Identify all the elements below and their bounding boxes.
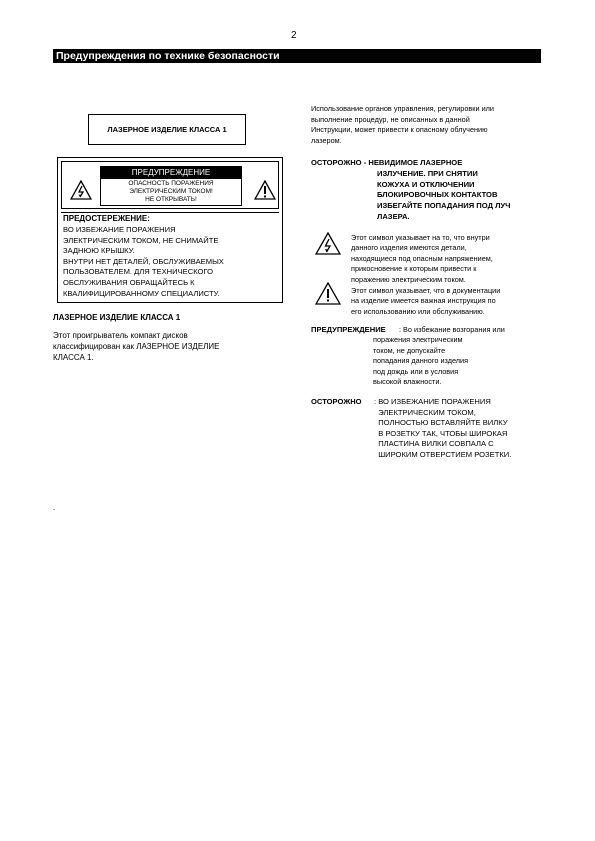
section-header bbox=[53, 49, 541, 63]
intro-line: Использование органов управления, регулировки или bbox=[311, 104, 494, 113]
laser-attention-label: ОСТОРОЖНО - bbox=[311, 158, 367, 167]
intro-line: выполнение процедур, не описанных в данной bbox=[311, 114, 470, 124]
plug-attention-line: : ВО ИЗБЕЖАНИЕ ПОРАЖЕНИЯ bbox=[374, 397, 491, 406]
plug-attention-line: ЭЛЕКТРИЧЕСКИМ ТОКОМ, bbox=[374, 407, 476, 417]
intro-paragraph bbox=[311, 104, 543, 146]
laser-attention-text bbox=[311, 158, 537, 223]
plug-attention-line: ПЛАСТИНА ВИЛКИ СОВПАЛА С bbox=[374, 439, 494, 449]
laser-class-heading: ЛАЗЕРНОЕ ИЗДЕЛИЕ КЛАССА 1 bbox=[53, 313, 181, 322]
caution-text bbox=[63, 225, 281, 299]
exclamation-warning-icon bbox=[315, 282, 341, 305]
warning-sticker-title: ПРЕДУПРЕЖДЕНИЕ bbox=[101, 167, 241, 179]
laser-attention-line: ЛАЗЕРА. bbox=[377, 211, 410, 221]
warning-sticker-line: ОПАСНОСТЬ ПОРАЖЕНИЯ bbox=[128, 180, 214, 187]
lightning-warning-icon bbox=[315, 232, 341, 255]
lightning-warning-icon bbox=[70, 180, 92, 200]
fire-warning-lead: : Во избежание возгорания или bbox=[399, 325, 505, 334]
laser-attention-line: БЛОКИРОВОЧНЫХ КОНТАКТОВ bbox=[377, 190, 498, 200]
symbol-description-line: его использованию или обслуживанию. bbox=[351, 306, 485, 316]
caution-line: ЗАДНЮЮ КРЫШКУ. bbox=[63, 246, 135, 256]
symbol-description-line: прикосновение к которым привести к bbox=[351, 264, 477, 274]
laser-attention-line: НЕВИДИМОЕ ЛАЗЕРНОЕ bbox=[368, 158, 463, 167]
intro-line: лазером. bbox=[311, 135, 342, 145]
symbol-description-line: Этот символ указывает, что в документации bbox=[351, 286, 501, 295]
laser-product-label-text: ЛАЗЕРНОЕ ИЗДЕЛИЕ КЛАССА 1 bbox=[107, 125, 227, 134]
laser-attention-line: ИЗБЕГАЙТЕ ПОПАДАНИЯ ПОД ЛУЧ bbox=[377, 201, 511, 211]
warning-sticker-line: НЕ ОТКРЫВАТЬ! bbox=[145, 196, 197, 203]
plug-attention-line: В РОЗЕТКУ ТАК, ЧТОБЫ ШИРОКАЯ bbox=[374, 428, 508, 438]
symbol-description-line: на изделие имеется важная инструкция по bbox=[351, 296, 496, 306]
caution-line: КВАЛИФИЦИРОВАННОМУ СПЕЦИАЛИСТУ. bbox=[63, 288, 220, 298]
plug-attention-text bbox=[374, 397, 544, 461]
laser-class-line: Этот проигрыватель компакт дисков bbox=[53, 331, 188, 340]
caution-line: ВНУТРИ НЕТ ДЕТАЛЕЙ, ОБСЛУЖИВАЕМЫХ bbox=[63, 256, 224, 266]
plug-attention-label: ОСТОРОЖНО bbox=[311, 397, 362, 406]
laser-product-label bbox=[88, 114, 246, 145]
plug-attention-line: ШИРОКИМ ОТВЕРСТИЕМ РОЗЕТКИ. bbox=[374, 449, 512, 459]
lightning-symbol-description bbox=[351, 233, 541, 285]
warning-label-box bbox=[57, 157, 283, 303]
caution-line: ОБСЛУЖИВАНИЯ ОБРАЩАЙТЕСЬ К bbox=[63, 277, 195, 287]
laser-attention-line: КОЖУХА И ОТКЛЮЧЕНИИ bbox=[377, 179, 475, 189]
caution-line: ПОЛЬЗОВАТЕЛЕМ. ДЛЯ ТЕХНИЧЕСКОГО bbox=[63, 267, 214, 277]
page-number: 2 bbox=[291, 30, 297, 41]
divider bbox=[61, 212, 279, 213]
fire-warning-line: высокой влажности. bbox=[373, 377, 442, 387]
exclamation-warning-icon bbox=[254, 180, 276, 200]
caution-line: ВО ИЗБЕЖАНИЕ ПОРАЖЕНИЯ bbox=[63, 225, 176, 234]
warning-sticker bbox=[100, 166, 242, 206]
symbol-description-line: Этот символ указывает на то, что внутри bbox=[351, 233, 490, 242]
fire-warning-text bbox=[373, 335, 533, 388]
section-title: Предупреждения по технике безопасности bbox=[56, 50, 280, 62]
stray-dot: . bbox=[53, 503, 56, 512]
caution-heading: ПРЕДОСТЕРЕЖЕНИЕ: bbox=[63, 214, 150, 223]
laser-class-line: КЛАССА 1. bbox=[53, 353, 94, 362]
warning-sticker-line: ЭЛЕКТРИЧЕСКИМ ТОКОМ! bbox=[129, 188, 213, 195]
exclamation-symbol-description bbox=[351, 286, 541, 317]
laser-class-text bbox=[53, 330, 283, 363]
fire-warning-label: ПРЕДУПРЕЖДЕНИЕ bbox=[311, 325, 386, 334]
symbol-description-line: данного изделия имеются детали, bbox=[351, 243, 467, 253]
plug-attention-line: ПОЛНОСТЬЮ ВСТАВЛЯЙТЕ ВИЛКУ bbox=[374, 418, 508, 428]
caution-line: ЭЛЕКТРИЧЕСКИМ ТОКОМ, НЕ СНИМАЙТЕ bbox=[63, 235, 219, 245]
symbol-description-line: поражению электрическим током. bbox=[351, 274, 466, 284]
laser-attention-line: ИЗЛУЧЕНИЕ. ПРИ СНЯТИИ bbox=[377, 168, 478, 178]
fire-warning-line: под дождь или в условия bbox=[373, 366, 459, 376]
laser-class-line: классифицирован как ЛАЗЕРНОЕ ИЗДЕЛИЕ bbox=[53, 342, 220, 351]
fire-warning-line: попадания данного изделия bbox=[373, 356, 469, 366]
warning-label-inner bbox=[61, 161, 279, 209]
fire-warning-line: током, не допускайте bbox=[373, 345, 446, 355]
intro-line: Инструкции, может привести к опасному облучению bbox=[311, 125, 488, 135]
symbol-description-line: находящиеся под опасным напряжением, bbox=[351, 253, 493, 263]
fire-warning-line: поражения электрическим bbox=[373, 335, 463, 344]
